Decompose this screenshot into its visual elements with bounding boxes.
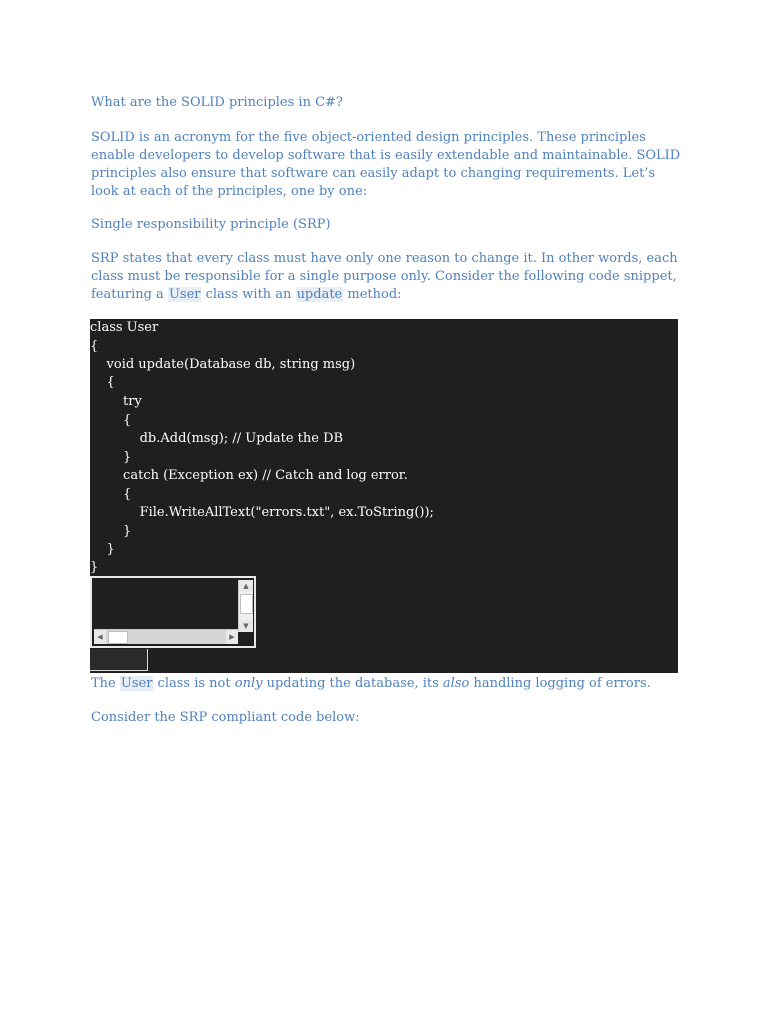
code-line: catch (Exception ex) // Catch and log error. bbox=[90, 468, 408, 483]
vertical-scroll-thumb[interactable] bbox=[240, 594, 253, 614]
horizontal-scroll-thumb[interactable] bbox=[108, 631, 128, 644]
emphasis-also: also bbox=[442, 676, 470, 691]
inline-code-user: User bbox=[168, 287, 201, 302]
code-footer-band bbox=[90, 649, 678, 673]
srp-paragraph bbox=[91, 250, 681, 304]
code-line: { bbox=[90, 413, 132, 428]
embedded-scroll-widget[interactable] bbox=[90, 576, 256, 648]
code-line: } bbox=[90, 450, 132, 465]
code-line: { bbox=[90, 339, 99, 354]
code-line: void update(Database db, string msg) bbox=[90, 357, 356, 372]
code-line: class User bbox=[90, 320, 159, 335]
srp-text-3: method: bbox=[343, 287, 402, 302]
after-code-paragraph bbox=[91, 675, 681, 693]
inline-code-update: update bbox=[296, 287, 343, 302]
after-text-1: The bbox=[91, 676, 120, 691]
code-line: File.WriteAllText("errors.txt", ex.ToString()); bbox=[90, 505, 434, 520]
code-line: try bbox=[90, 394, 142, 409]
code-line: { bbox=[90, 487, 132, 502]
after-text-4: handling logging of errors. bbox=[469, 676, 651, 691]
vertical-scrollbar[interactable] bbox=[238, 580, 253, 632]
code-line: db.Add(msg); // Update the DB bbox=[90, 431, 344, 446]
scroll-left-icon[interactable]: ◀ bbox=[94, 630, 106, 644]
scroll-up-icon[interactable]: ▲ bbox=[239, 580, 253, 592]
scroll-right-icon[interactable]: ▶ bbox=[226, 630, 238, 644]
after-text-3: updating the database, its bbox=[262, 676, 443, 691]
emphasis-only: only bbox=[234, 676, 263, 691]
srp-text-2: class with an bbox=[201, 287, 296, 302]
srp-text-1: SRP states that every class must have only one reason to change it. In other words, each class must be responsible for a single purpose only. Consider the following code snippet, featuring a bbox=[91, 251, 678, 302]
horizontal-scrollbar[interactable] bbox=[94, 629, 238, 644]
inline-code-user-2: User bbox=[120, 676, 153, 691]
code-line: } bbox=[90, 560, 99, 575]
closing-paragraph: Consider the SRP compliant code below: bbox=[91, 710, 360, 725]
intro-paragraph: SOLID is an acronym for the five object-oriented design principles. These principles enable developers to develop software that is easily extendable and maintainable. SOLID principles also ensure that software can easily adapt to changing requirements. Let’s look at each of the principles, one by one: bbox=[91, 130, 681, 199]
scroll-down-icon[interactable]: ▼ bbox=[239, 620, 253, 632]
code-line: } bbox=[90, 524, 132, 539]
srp-heading: Single responsibility principle (SRP) bbox=[91, 217, 331, 232]
after-text-2: class is not bbox=[153, 676, 235, 691]
code-line: } bbox=[90, 542, 115, 557]
code-line: { bbox=[90, 375, 115, 390]
code-footer-tab bbox=[90, 649, 148, 671]
page-heading: What are the SOLID principles in C#? bbox=[91, 95, 343, 110]
